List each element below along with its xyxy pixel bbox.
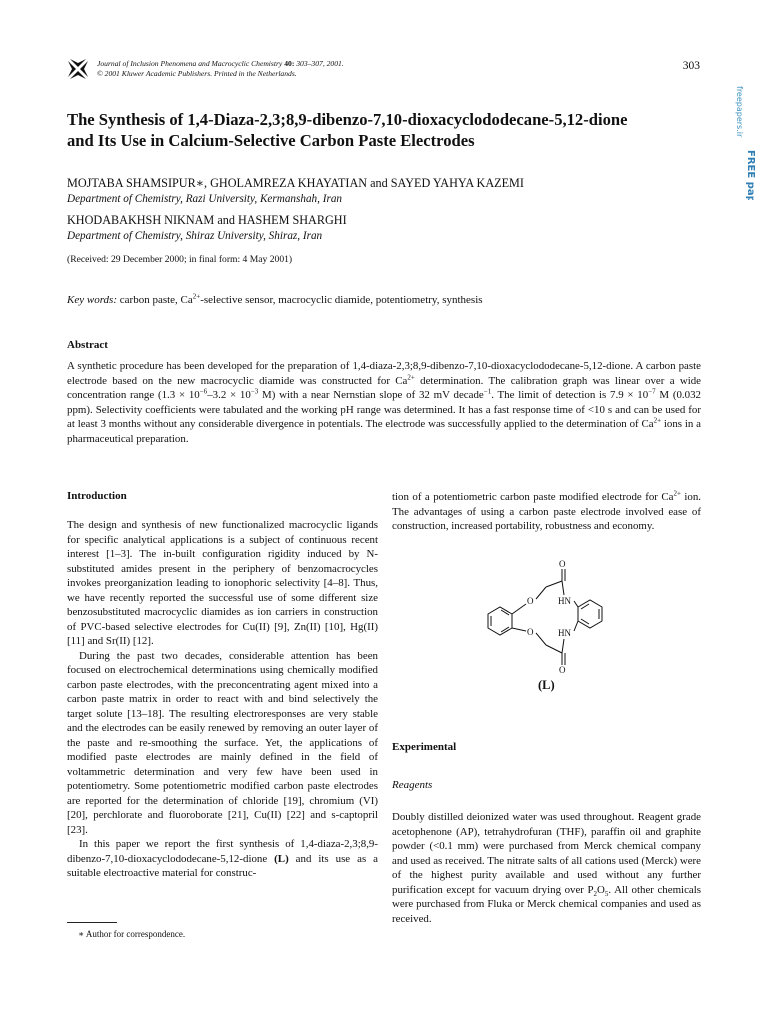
reagents-body: Doubly distilled deionized water was used throughout. Reagent grade acetophenone (AP), tetrahydrofuran (THF), paraffin oil and graphite powder (<0.1 mm) were purchased from Merck chemical company and used as received. The nitrate salts of all cations used (Merck) were of the highest purity available and used without any further purification except for vacuum drying over $P_2O_5$. All other chemicals were purchased from Fluka or Merck chemical companies and used as received. xyxy=(392,811,702,925)
page-number: 303 xyxy=(682,60,700,72)
svg-text:O: O xyxy=(559,665,566,675)
footnote: ∗ Author for correspondence. xyxy=(78,929,186,939)
abstract-body: A synthetic procedure has been developed for the preparation of 1,4-diaza-2,3;8,9-dibenzo-7,10-dioxacyclododecane-5,12-dione. A carbon paste electrode based on the new macrocyclic diamide was constructed for $Ca^{2+}$ determination. The calibration graph was linear over a wide concentration range ($1.3 \times 10^{-6}-3.2 \times 10^{-3}$ M) with a near Nernstian slope of 32 mV decade$^{-1}$. The limit of detection is $7.9 \times 10^{-7}$ M (0.032 ppm). Selectivity coefficients were tabulated and the working pH range was determined. It has a fast response time of <10 s and can be used for at least 3 months without any considerable divergence in potentials. The electrode was successfully applied to the determination of $Ca^{2+}$ ions in a pharmaceutical preparation. xyxy=(67,360,702,445)
free-papers-stamp xyxy=(728,80,758,200)
svg-text:O: O xyxy=(559,559,566,569)
authors-group-2: KHODABAKHSH NIKNAM and HASHEM SHARGHI xyxy=(67,213,347,227)
svg-text:O: O xyxy=(527,627,534,637)
introduction-continued: tion of a potentiometric carbon paste modified electrode for $Ca^{2+}$ ion. The advantages of using a carbon paste electrode involved ease of construction, increased portability, robustness and economy. xyxy=(392,489,701,532)
intro-paragraph-3: In this paper we report the first synthesis of 1,4-diaza-2,3;8,9-dibenzo-7,10-dioxacyclododecane-5,12-dione (L) and its use as a suitable electroactive material for construc- xyxy=(67,838,378,879)
author-block xyxy=(67,176,524,265)
affiliation-1: Department of Chemistry, Razi University, Kermanshah, Iran xyxy=(67,193,343,205)
journal-citation: Journal of Inclusion Phenomena and Macrocyclic Chemistry 40: 303–307, 2001. © 2001 Kluwer Academic Publishers. Printed in the Netherlands. xyxy=(97,59,517,79)
abstract-heading: Abstract xyxy=(67,339,108,351)
keywords: Key words: carbon paste, $Ca^{2+}$-selective sensor, macrocyclic diamide, potentiometry, synthesis xyxy=(67,292,483,306)
affiliation-2: Department of Chemistry, Shiraz University, Shiraz, Iran xyxy=(67,230,323,242)
svg-text:FREE papers: FREE papers xyxy=(745,150,756,200)
intro-paragraph-1: The design and synthesis of new functionalized macrocyclic ligands for specific analytical applications is a subject of continuous recent interest [1–3]. The in-built configuration rigidity induced by N-substituted amides present in the periphery of benzomacrocycles invokes preorganization leading to ionophoric selectivity [4–8]. Thus, we have recently reported the successful use of some different size benzosubstituted macrocyclic diamides as ion carriers in construction of PVC-based selective electrodes for Cu(II) [9], Zn(II) [10], Hg(II) [11] and Sr(II) [12]. xyxy=(67,519,378,647)
reagents-subheading: Reagents xyxy=(392,779,433,791)
svg-text:HN: HN xyxy=(558,596,571,606)
svg-text:HN: HN xyxy=(558,628,571,638)
footnote-rule xyxy=(67,922,117,923)
svg-text:O: O xyxy=(527,596,534,606)
chemical-structure-figure xyxy=(480,559,610,689)
copyright-line: © 2001 Kluwer Academic Publishers. Printed in the Netherlands. xyxy=(97,69,297,78)
intro-paragraph-2: During the past two decades, considerable attention has been focused on electrochemical determinations using chemically modified carbon paste electrodes, with the preconcentrating agent mixed into a carbon paste matrix in order to react with and bind selectively the target solute [13–18]. The resulting electroresponses are very stable and the electrodes can be easily renewed by removing an outer layer of the paste and re-smoothing the surface. Yet, the applications of modified paste electrodes are mainly defined in the field of voltammetric determination and very few have been used in potentiometry. Some potentiometric modified carbon paste electrodes are reported for the determination of chloride [19], chromium (VI) [20], perchlorate and fluoroborate [21], Cu(II) [22] and s-captopril [23]. xyxy=(67,649,378,836)
introduction-heading: Introduction xyxy=(67,490,127,502)
introduction-body xyxy=(67,518,378,881)
received-date: (Received: 29 December 2000; in final form: 4 May 2001) xyxy=(67,254,293,265)
authors-group-1: MOJTABA SHAMSIPUR∗, GHOLAMREZA KHAYATIAN and SAYED YAHYA KAZEMI xyxy=(67,176,524,190)
structure-label: (L) xyxy=(538,678,555,692)
publisher-logo-icon xyxy=(66,57,90,81)
experimental-heading: Experimental xyxy=(392,741,457,753)
svg-text:freepapers.ir: freepapers.ir xyxy=(735,86,744,138)
paper-title: The Synthesis of 1,4-Diaza-2,3;8,9-dibenzo-7,10-dioxacyclododecane-5,12-dione and Its Use in Calcium-Selective Carbon Paste Electrodes xyxy=(67,110,628,150)
